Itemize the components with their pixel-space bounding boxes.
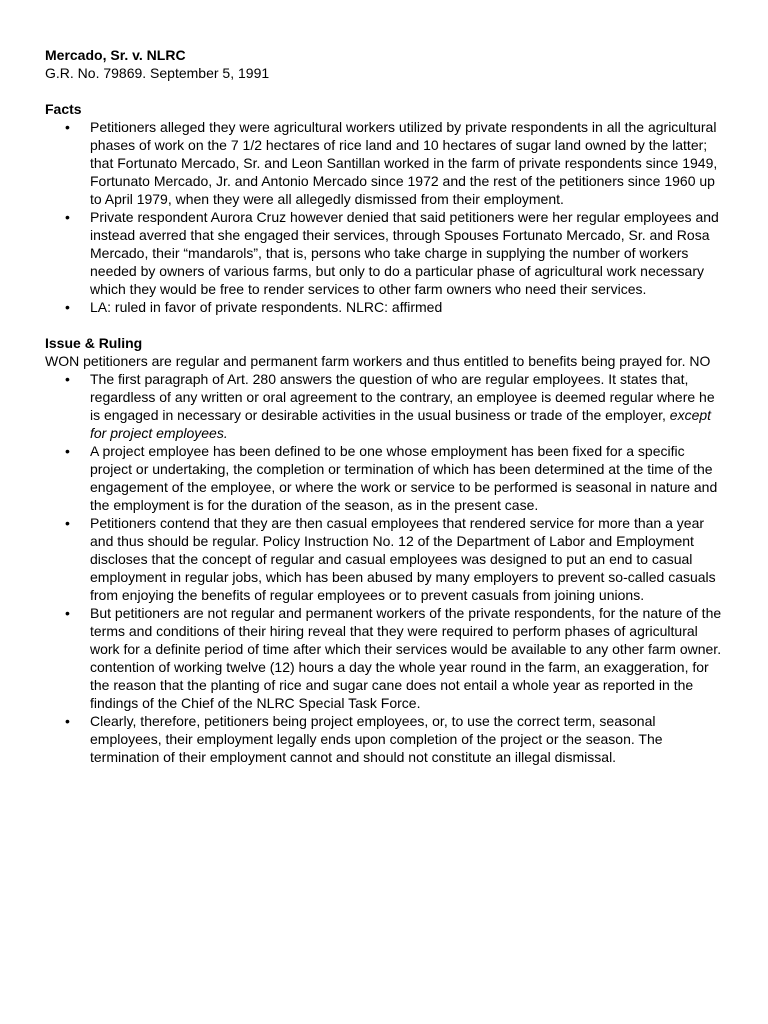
list-item: [45, 118, 725, 208]
list-item-text: Petitioners alleged they were agricultural workers utilized by private respondents in all the agricultural phases of work on the 7 1/2 hectares of rice land and 10 hectares of sugar land owned by the latter; that Fortunato Mercado, Sr. and Leon Santillan worked in the farm of private respondents since 1949, Fortunato Mercado, Jr. and Antonio Mercado since 1972 and the rest of the petitioners since 1960 up to April 1979, when they were all allegedly dismissed from their employment.: [90, 119, 718, 207]
bullet-icon: •: [65, 443, 70, 459]
facts-list: [45, 118, 725, 316]
list-item: [45, 370, 725, 442]
bullet-icon: •: [65, 371, 70, 387]
case-title: Mercado, Sr. v. NLRC: [45, 47, 186, 63]
list-item: [45, 604, 725, 712]
list-item: [45, 208, 725, 298]
list-item-text: Private respondent Aurora Cruz however denied that said petitioners were her regular employees and instead averred that she engaged their services, through Spouses Fortunato Mercado, Sr. and Rosa Mercado, their “mandarols”, that is, persons who take charge in supplying the number of workers needed by owners of various farms, but only to do a particular phase of agricultural work necessary which they would be free to render services to other farm owners who need their services.: [90, 209, 719, 297]
bullet-icon: •: [65, 515, 70, 531]
ruling-list: [45, 370, 725, 766]
list-item-text: LA: ruled in favor of private respondents. NLRC: affirmed: [90, 299, 443, 315]
list-item-text: The first paragraph of Art. 280 answers the question of who are regular employees. It states that, regardless of any written or oral agreement to the contrary, an employee is deemed regular where he is engaged in necessary or desirable activities in the usual business or trade of the employer,: [90, 371, 715, 423]
list-item-text: A project employee has been defined to be one whose employment has been fixed for a specific project or undertaking, the completion or termination of which has been determined at the time of the engagement of the employee, or where the work or service to be performed is seasonal in nature and the employment is for the duration of the season, as in the present case.: [90, 443, 718, 513]
list-item-emphasis: except for project employees.: [90, 407, 712, 441]
list-item-text: Clearly, therefore, petitioners being project employees, or, to use the correct term, seasonal employees, their employment legally ends upon completion of the project or the season. The termination of their employment cannot and should not constitute an illegal dismissal.: [90, 713, 663, 765]
list-item: [45, 298, 725, 316]
bullet-icon: •: [65, 605, 70, 621]
bullet-icon: •: [65, 299, 70, 315]
list-item: [45, 514, 725, 604]
issue-heading: Issue & Ruling: [45, 335, 143, 351]
document-page: [45, 46, 725, 766]
case-citation: G.R. No. 79869. September 5, 1991: [45, 65, 270, 81]
bullet-icon: •: [65, 119, 70, 135]
bullet-icon: •: [65, 209, 70, 225]
bullet-icon: •: [65, 713, 70, 729]
issue-question: WON petitioners are regular and permanent farm workers and thus entitled to benefits being prayed for. NO: [45, 353, 711, 369]
list-item-text: Petitioners contend that they are then casual employees that rendered service for more than a year and thus should be regular. Policy Instruction No. 12 of the Department of Labor and Employment discloses that the concept of regular and casual employees was designed to put an end to casual employment in regular jobs, which has been abused by many employers to prevent so-called casuals from enjoying the benefits of regular employees or to prevent casuals from joining unions.: [90, 515, 716, 603]
list-item: [45, 442, 725, 514]
list-item: [45, 712, 725, 766]
list-item-text: But petitioners are not regular and permanent workers of the private respondents, for the nature of the terms and conditions of their hiring reveal that they were required to perform phases of agricultural work for a definite period of time after which their services would be available to any other farm owner. contention of working twelve (12) hours a day the whole year round in the farm, an exaggeration, for the reason that the planting of rice and sugar cane does not entail a whole year as reported in the findings of the Chief of the NLRC Special Task Force.: [90, 605, 722, 711]
facts-heading: Facts: [45, 101, 82, 117]
